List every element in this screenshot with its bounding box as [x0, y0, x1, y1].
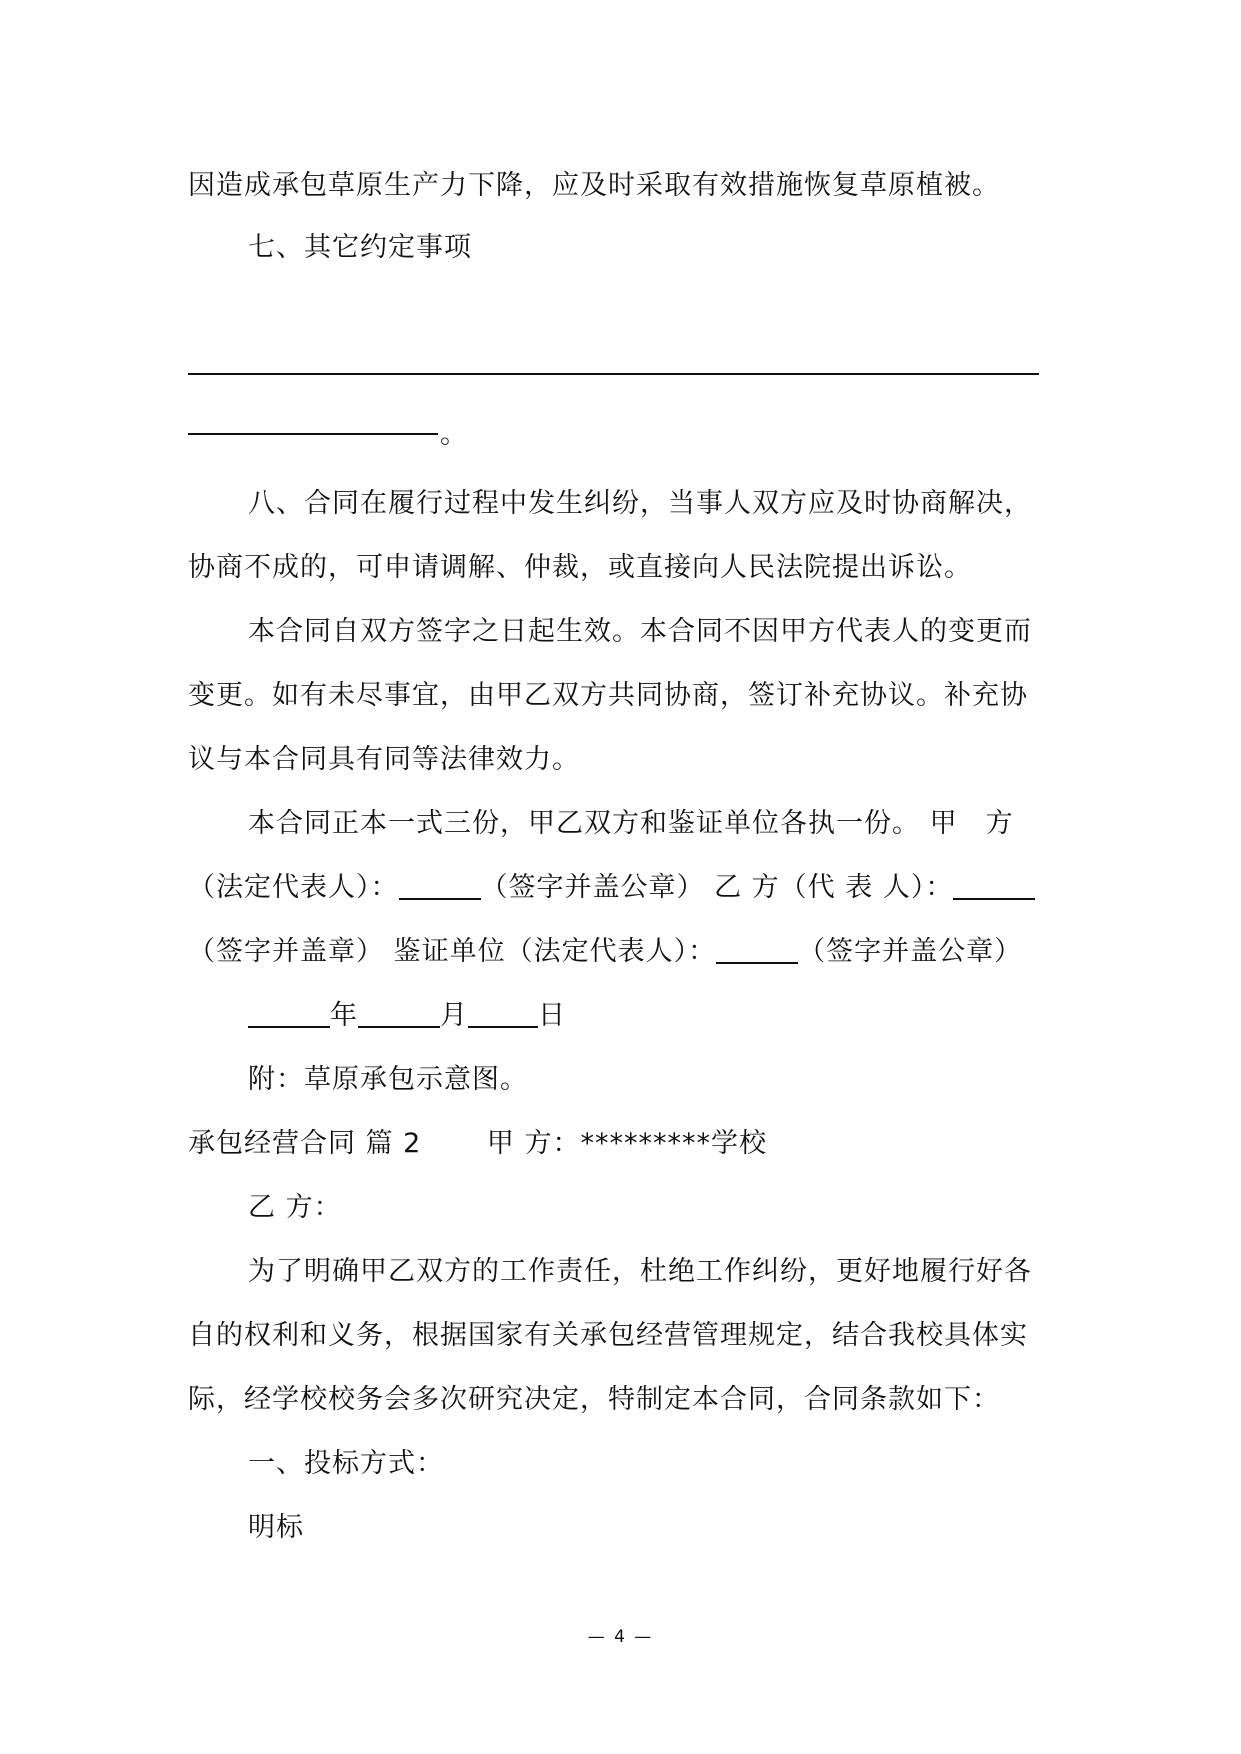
signature-label: （法定代表人）： — [188, 872, 399, 903]
paragraph-line: 自的权利和义务，根据国家有关承包经营管理规定，结合我校具体实 — [188, 1320, 1028, 1351]
signature-label: （签字并盖公章） — [798, 936, 1023, 967]
paragraph-line: 本合同自双方签字之日起生效。本合同不因甲方代表人的变更而 — [248, 616, 1032, 647]
signature-label: （签字并盖章） 鉴证单位（法定代表人）： — [188, 936, 717, 967]
signature-blank — [716, 932, 798, 964]
page-number: — 4 — — [587, 1627, 654, 1647]
year-blank — [248, 996, 330, 1028]
month-blank — [358, 996, 440, 1028]
signature-blank — [953, 868, 1035, 900]
paragraph-line: 八、合同在履行过程中发生纠纷，当事人双方应及时协商解决， — [248, 488, 1032, 519]
day-label: 日 — [538, 1000, 566, 1031]
day-blank — [468, 996, 538, 1028]
signature-line-party-a — [188, 868, 1088, 908]
paragraph-line: 为了明确甲乙双方的工作责任，杜绝工作纠纷，更好地履行好各 — [248, 1256, 1032, 1287]
paragraph-line: 协商不成的，可申请调解、仲裁，或直接向人民法院提出诉讼。 — [188, 552, 972, 583]
paragraph-line: 议与本合同具有同等法律效力。 — [188, 744, 580, 775]
signature-blank — [399, 868, 481, 900]
paragraph-line: 明标 — [248, 1512, 304, 1543]
blank-line-end-mark: 。 — [440, 419, 468, 450]
paragraph-line: 变更。如有未尽事宜，由甲乙双方共同协商，签订补充协议。补充协 — [188, 680, 1028, 711]
signature-line-witness — [188, 932, 1088, 972]
attachment-note: 附：草原承包示意图。 — [248, 1064, 528, 1095]
year-label: 年 — [330, 1000, 358, 1031]
date-line — [248, 996, 1148, 1036]
blank-line-short — [188, 433, 438, 435]
blank-line-full — [188, 373, 1039, 375]
section-heading-other-terms: 七、其它约定事项 — [248, 232, 472, 263]
party-b-label: 乙 方： — [248, 1192, 342, 1223]
paragraph-line: 因造成承包草原生产力下降，应及时采取有效措施恢复草原植被。 — [188, 170, 1000, 201]
signature-label: （签字并盖公章） 乙 方（代 表 人）： — [480, 872, 954, 903]
month-label: 月 — [440, 1000, 468, 1031]
contract-2-heading: 承包经营合同 篇 2 甲 方：*********学校 — [188, 1128, 768, 1159]
paragraph-line: 本合同正本一式三份，甲乙双方和鉴证单位各执一份。 甲 方 — [248, 808, 1014, 839]
section-heading-bidding: 一、投标方式： — [248, 1448, 444, 1479]
paragraph-line: 际，经学校校务会多次研究决定，特制定本合同，合同条款如下： — [188, 1384, 1000, 1415]
